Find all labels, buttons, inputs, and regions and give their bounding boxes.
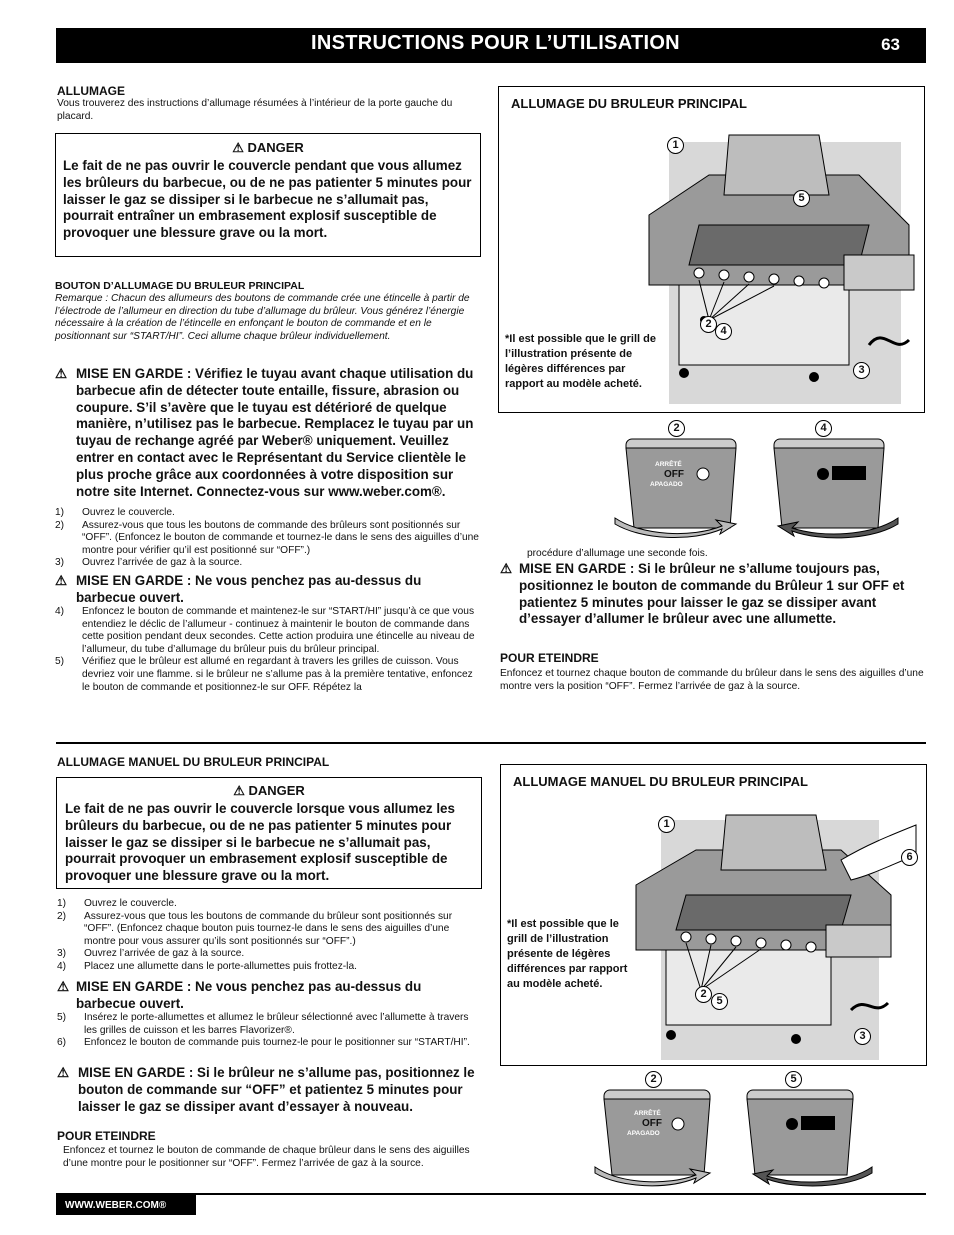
step-item: [57, 961, 481, 974]
page-number: 63: [881, 35, 900, 54]
danger-heading: ⚠ DANGER: [233, 783, 305, 798]
knob-label-apagado: APAGADO: [650, 481, 683, 488]
step-text: Assurez-vous que tous les boutons de commande des brûleurs sont positionnés sur “OFF”. (Enfoncez le bouton de commande et tournez-le dans le sens des aiguilles d’une montre pour vérifier qu’il est positionné sur “OFF”.): [82, 519, 479, 556]
warning-triangle-icon: ⚠: [500, 561, 513, 576]
callout-5: 5: [793, 190, 810, 207]
section-divider: [56, 742, 926, 744]
step-text: Ouvrez l’arrivée de gaz à la source.: [82, 557, 243, 569]
callout-4: 4: [715, 323, 732, 340]
knob-callout-4: 4: [815, 420, 832, 437]
manuel-warning-lean: ⚠ MISE EN GARDE : Ne vous penchez pas au-dessus du barbecue ouvert.: [57, 979, 422, 1011]
step-item: [55, 557, 479, 570]
warning-triangle-icon: ⚠: [55, 573, 68, 588]
knob-diagrams: [612, 436, 902, 541]
danger-text: Le fait de ne pas ouvrir le couvercle pendant que vous allumez les brûleurs du barbecue, ou de ne pas patienter 5 minutes pour laisser le gaz se dissiper si le barbecue ne s’allumait pas, pourrait entraîner un embrasement explosif susceptible de provoquer une blessure grave ou la mort.: [63, 158, 472, 241]
step-item: [55, 606, 479, 656]
manuel-steps-b: [57, 1012, 481, 1050]
continued-text: procédure d’allumage une seconde fois.: [527, 548, 708, 559]
warning-hose: ⚠ MISE EN GARDE : Vérifiez le tuyau avant chaque utilisation du barbecue afin de détecter toute entaille, fissure, abrasion ou coupure. S’il s’avère que le tuyau est détérioré de quelque manière, n’utilisez pas le barbecue. Remplacez le tuyau par un tuyau de rechange agréé par Weber® uniquement. Veuillez entrer en contact avec le Représentant du Service clientèle le plus proche grâce aux coordonnées à votre disposition sur notre site Internet. Connectez-vous sur www.weber.com®.: [55, 366, 474, 499]
knob-label-arrete: ARRÊTÉ: [634, 1110, 661, 1117]
callout-2: 2: [695, 986, 712, 1003]
footer-url-tab: [56, 1195, 196, 1215]
step-number: 5): [55, 656, 65, 668]
warning-triangle-icon: ⚠: [57, 1065, 70, 1080]
step-text: Ouvrez le couvercle.: [82, 507, 175, 518]
warning-triangle-icon: ⚠: [233, 783, 245, 798]
step-text: Ouvrez l’arrivée de gaz à la source.: [84, 948, 245, 960]
step-number: 6): [57, 1037, 67, 1049]
step-number: 3): [57, 948, 67, 960]
knob-label-arrete: ARRÊTÉ: [655, 461, 682, 468]
knob-callout-5: 5: [785, 1071, 802, 1088]
steps-list-b: [55, 606, 479, 694]
knob-callout-2: 2: [645, 1071, 662, 1088]
figure-title: ALLUMAGE MANUEL DU BRULEUR PRINCIPAL: [513, 774, 808, 789]
warning-triangle-icon: ⚠: [232, 140, 244, 155]
step-number: 3): [55, 557, 65, 569]
manuel-eteindre-heading: POUR ETEINDRE: [57, 1129, 156, 1143]
grill-illustration: [629, 115, 919, 405]
step-number: 2): [55, 519, 65, 531]
eteindre-text: Enfoncez et tournez chaque bouton de commande du brûleur dans le sens des aiguilles d’une montre vers la position “OFF”. Fermez l’arrivée de gaz à la source.: [500, 668, 924, 692]
warning-triangle-icon: ⚠: [57, 979, 70, 994]
step-number: 2): [57, 910, 67, 922]
figure-manuel: [500, 764, 927, 1066]
callout-1: 1: [667, 137, 684, 154]
callout-6: 6: [901, 849, 918, 866]
bouton-heading: BOUTON D’ALLUMAGE DU BRULEUR PRINCIPAL: [55, 280, 305, 292]
danger-text: Le fait de ne pas ouvrir le couvercle lorsque vous allumez les brûleurs du barbecue, ou de ne pas patienter 5 minutes pour laisser le gaz se dissiper si le barbecue ne s’allumait pas, pourrait provoquer un embrasement explosif susceptible de provoquer une blessure grave ou la mort.: [65, 801, 455, 884]
warning-lean: ⚠ MISE EN GARDE : Ne vous penchez pas au-dessus du barbecue ouvert.: [55, 573, 422, 605]
eteindre-heading: POUR ETEINDRE: [500, 651, 599, 665]
danger-heading: ⚠ DANGER: [232, 140, 304, 155]
knob-diagrams: [592, 1087, 877, 1190]
step-number: 4): [55, 606, 65, 617]
knob-label-apagado: APAGADO: [627, 1130, 660, 1137]
danger-box: [55, 133, 481, 257]
step-number: 1): [55, 507, 65, 518]
allumage-intro: Vous trouverez des instructions d’allumage résumées à l’intérieur de la porte gauche du placard.: [57, 98, 453, 122]
step-text: Ouvrez le couvercle.: [84, 898, 177, 909]
page-header: [56, 28, 926, 63]
warning-match: ⚠ MISE EN GARDE : Si le brûleur ne s’allume toujours pas, positionnez le bouton de commande du Brûleur 1 sur OFF et patientez 5 minutes pour laisser le gaz se dissiper avant d’essayer d’allumer le brûleur avec une allumette.: [500, 561, 905, 627]
step-item: [55, 507, 479, 520]
figure-note: *Il est possible que le grill de l’illustration présente de légères différences par rapport au modèle acheté.: [505, 333, 656, 390]
allumage-heading: ALLUMAGE: [57, 84, 125, 98]
warning-triangle-icon: ⚠: [55, 366, 68, 381]
manuel-heading: ALLUMAGE MANUEL DU BRULEUR PRINCIPAL: [57, 755, 330, 769]
callout-3: 3: [854, 1028, 871, 1045]
callout-1: 1: [658, 816, 675, 833]
figure-note: *Il est possible que le grill de l’illustration présente de légères différences par rapport au modèle acheté.: [507, 918, 628, 990]
step-item: [57, 911, 481, 949]
step-number: 4): [57, 960, 67, 972]
step-number: 1): [57, 898, 67, 909]
steps-list-a: [55, 507, 479, 570]
step-item: [57, 948, 481, 961]
figure-title: ALLUMAGE DU BRULEUR PRINCIPAL: [511, 96, 747, 111]
step-text: Enfoncez le bouton de commande et maintenez-le sur “START/HI” jusqu’à ce que vous entendiez le déclic de l’allumeur - continuez à maintenir le bouton de commande dans cette position pendant deux secondes. Cette action produira une étincelle au niveau de l’allumeur, du tube d’allumage du brûleur puis du brûleur principal.: [82, 606, 475, 655]
step-item: [57, 1012, 481, 1037]
manuel-warning-retry: ⚠ MISE EN GARDE : Si le brûleur ne s’allume pas, positionnez le bouton de commande sur “OFF” et patientez 5 minutes pour laisser le gaz se dissiper avant d’essayer à nouveau.: [57, 1065, 475, 1114]
step-text: Placez une allumette dans le porte-allumettes puis frottez-la.: [84, 960, 357, 972]
step-item: [57, 1037, 481, 1050]
danger-box-manuel: [56, 777, 482, 889]
footer-url: WWW.WEBER.COM®: [65, 1200, 167, 1211]
knob-label-off: OFF: [642, 1118, 662, 1129]
step-text: Enfoncez le bouton de commande puis tournez-le pour le positionner sur “START/HI”.: [84, 1037, 470, 1049]
page-title: INSTRUCTIONS POUR L’UTILISATION: [311, 32, 680, 54]
step-text: Insérez le porte-allumettes et allumez le brûleur sélectionné avec l’allumette à travers les grilles de cuisson et les barres Flavorizer®.: [84, 1012, 469, 1036]
bouton-remark: Remarque : Chacun des allumeurs des boutons de commande crée une étincelle à partir de l’électrode de l’allumeur en direction du tube d’allumage du brûleur. Vous générez l’énergie nécessaire à la création de l’étincelle en enfonçant le bouton de commande et en le positionnant sur “START/HI”. Ceci allume chaque brûleur individuellement.: [55, 293, 470, 342]
manuel-steps-a: [57, 898, 481, 974]
grill-illustration: [616, 795, 921, 1060]
knob-callout-2: 2: [668, 420, 685, 437]
step-item: [57, 898, 481, 911]
knob-label-off: OFF: [664, 469, 684, 480]
step-text: Assurez-vous que tous les boutons de commande du brûleur sont positionnés sur “OFF”. (Enfoncez chaque bouton puis tournez-le dans le sens des aiguilles d’une montre pour vous assurer qu’ils sont positionnés sur “OFF”.): [84, 910, 453, 947]
step-item: [55, 520, 479, 558]
step-item: [55, 656, 479, 694]
callout-2: 2: [700, 316, 717, 333]
step-number: 5): [57, 1012, 67, 1023]
figure-allumage: [498, 86, 925, 413]
callout-3: 3: [853, 362, 870, 379]
callout-5: 5: [711, 993, 728, 1010]
manuel-eteindre-text: Enfoncez et tournez le bouton de commande de chaque brûleur dans le sens des aiguilles d’une montre pour le positionner sur “OFF”. Fermez l’arrivée de gaz à la source.: [63, 1145, 470, 1169]
step-text: Vérifiez que le brûleur est allumé en regardant à travers les grilles de cuisson. Vous devriez voir une flamme. si le brûleur ne s’allume pas à la première tentative, enfoncez le bouton de commande et positionnez-le sur OFF. Répétez la: [82, 656, 473, 693]
